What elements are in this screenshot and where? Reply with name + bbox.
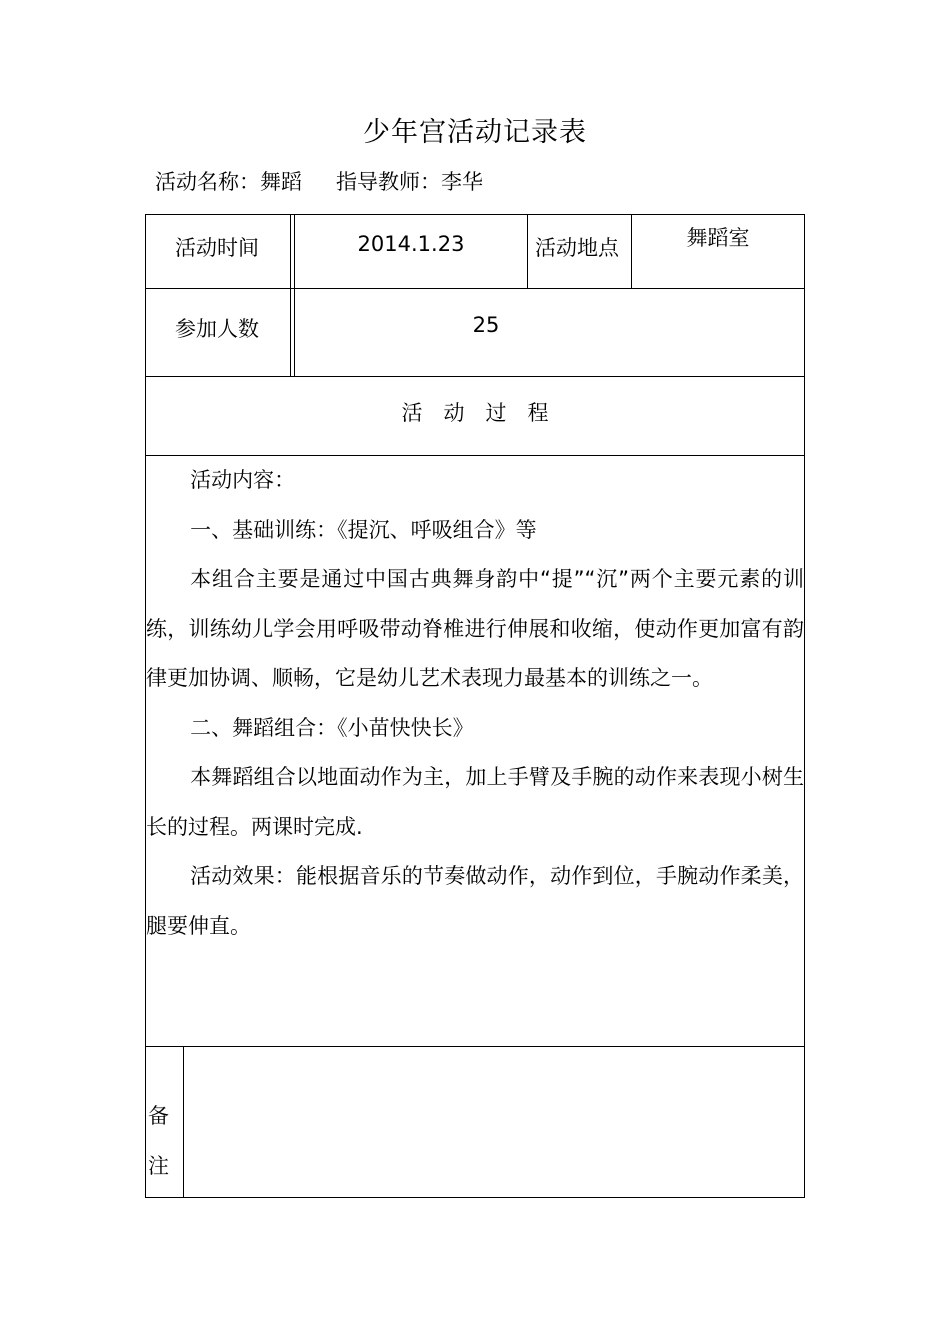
activity-name: 活动名称：舞蹈 xyxy=(155,170,302,194)
col-divider xyxy=(290,288,291,377)
count-label: 参加人数 xyxy=(175,317,259,341)
activity-content xyxy=(146,456,804,951)
count-value: 25 xyxy=(472,313,500,337)
row-divider xyxy=(145,376,805,377)
content-paragraph: 本舞蹈组合以地面动作为主，加上手臂及手腕的动作来表现小树生长的过程。两课时完成. xyxy=(146,765,804,839)
time-value: 2014.1.23 xyxy=(357,232,465,256)
place-label: 活动地点 xyxy=(535,236,619,260)
content-paragraph: 活动内容： xyxy=(190,468,296,492)
page-title: 少年宫活动记录表 xyxy=(363,117,587,148)
process-heading: 活 动 过 程 xyxy=(401,401,549,425)
remark-label-char: 备 xyxy=(148,1104,169,1128)
header-info xyxy=(155,166,483,196)
content-paragraph: 活动效果：能根据音乐的节奏做动作，动作到位，手腕动作柔美，腿要伸直。 xyxy=(146,864,804,938)
col-divider xyxy=(290,214,291,289)
row-divider xyxy=(145,288,805,289)
time-label: 活动时间 xyxy=(175,236,259,260)
col-divider xyxy=(527,214,528,289)
content-paragraph: 一、基础训练：《提沉、呼吸组合》等 xyxy=(190,517,537,542)
remark-label-char: 注 xyxy=(148,1154,169,1178)
row-divider xyxy=(145,1046,805,1047)
col-divider xyxy=(183,1046,184,1198)
content-paragraph: 二、舞蹈组合：《小苗快快长》 xyxy=(190,715,474,740)
content-paragraph: 本组合主要是通过中国古典舞身韵中“提”“沉”两个主要元素的训练，训练幼儿学会用呼吸带动脊椎进行伸展和收缩，使动作更加富有韵律更加协调、顺畅，它是幼儿艺术表现力最基本的训练之一。 xyxy=(146,567,804,690)
teacher-name: 指导教师：李华 xyxy=(336,170,483,194)
place-value: 舞蹈室 xyxy=(686,226,750,250)
